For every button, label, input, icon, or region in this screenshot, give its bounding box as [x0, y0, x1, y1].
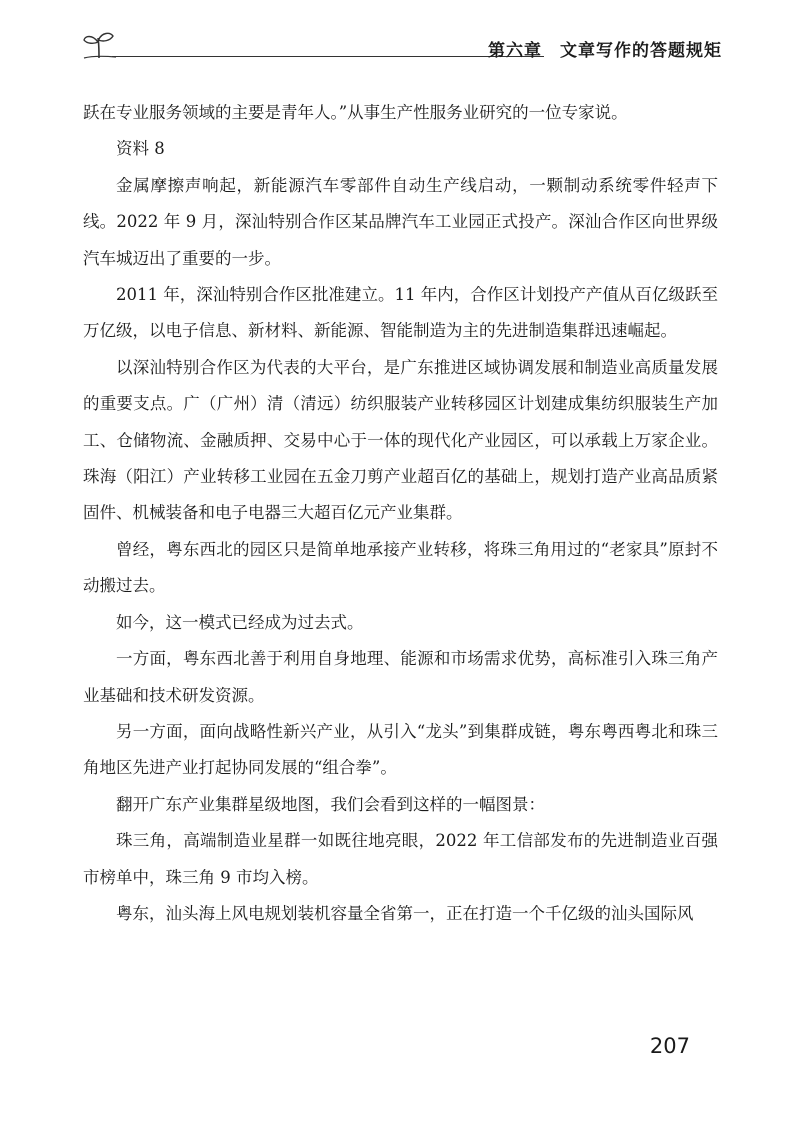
paragraph: 粤东，汕头海上风电规划装机容量全省第一，正在打造一个千亿级的汕头国际风	[116, 903, 694, 923]
paragraph: 资料 8	[116, 139, 165, 159]
page-number: 207	[649, 1034, 690, 1058]
paragraph: 翻开广东产业集群星级地图，我们会看到这样的一幅图景：	[116, 794, 545, 814]
paragraph: 珠三角，高端制造业星群一如既往地亮眼，2022 年工信部发布的先进制造业百强市榜单中，珠三角 9 市均入榜。	[83, 831, 718, 887]
chapter-name: 文章写作的答题规矩	[560, 41, 722, 61]
paragraph: 2011 年，深汕特别合作区批准建立。11 年内，合作区计划投产产值从百亿级跃至万亿级，以电子信息、新材料、新能源、智能制造为主的先进制造集群迅速崛起。	[83, 285, 718, 341]
body-text	[83, 95, 718, 932]
chapter-number: 第六章	[488, 41, 542, 61]
paragraph: 一方面，粤东西北善于利用自身地理、能源和市场需求优势，高标准引入珠三角产业基础和技术研发资源。	[83, 649, 718, 705]
paragraph: 如今，这一模式已经成为过去式。	[116, 612, 364, 632]
paragraph: 金属摩擦声响起，新能源汽车零部件自动生产线启动，一颗制动系统零件轻声下线。2022 年 9 月，深汕特别合作区某品牌汽车工业园正式投产。深汕合作区向世界级汽车城迈出了重要的一步。	[83, 175, 718, 268]
header-rule	[112, 56, 544, 57]
running-header	[82, 30, 722, 62]
paragraph: 以深汕特别合作区为代表的大平台，是广东推进区域协调发展和制造业高质量发展的重要支点。广（广州）清（清远）纺织服装产业转移园区计划建成集纺织服装生产加工、仓储物流、金融质押、交易中心于一体的现代化产业园区，可以承载上万家企业。珠海（阳江）产业转移工业园在五金刀剪产业超百亿的基础上，规划打造产业高品质紧固件、机械装备和电子电器三大超百亿元产业集群。	[83, 357, 718, 523]
sprout-icon	[82, 30, 116, 60]
chapter-title	[488, 36, 722, 61]
paragraph: 跃在专业服务领域的主要是青年人。”从事生产性服务业研究的一位专家说。	[83, 103, 628, 122]
paragraph: 曾经，粤东西北的园区只是简单地承接产业转移，将珠三角用过的“老家具”原封不动搬过去。	[83, 539, 718, 596]
paragraph: 另一方面，面向战略性新兴产业，从引入“龙头”到集群成链，粤东粤西粤北和珠三角地区先进产业打起协同发展的“组合拳”。	[83, 721, 718, 778]
